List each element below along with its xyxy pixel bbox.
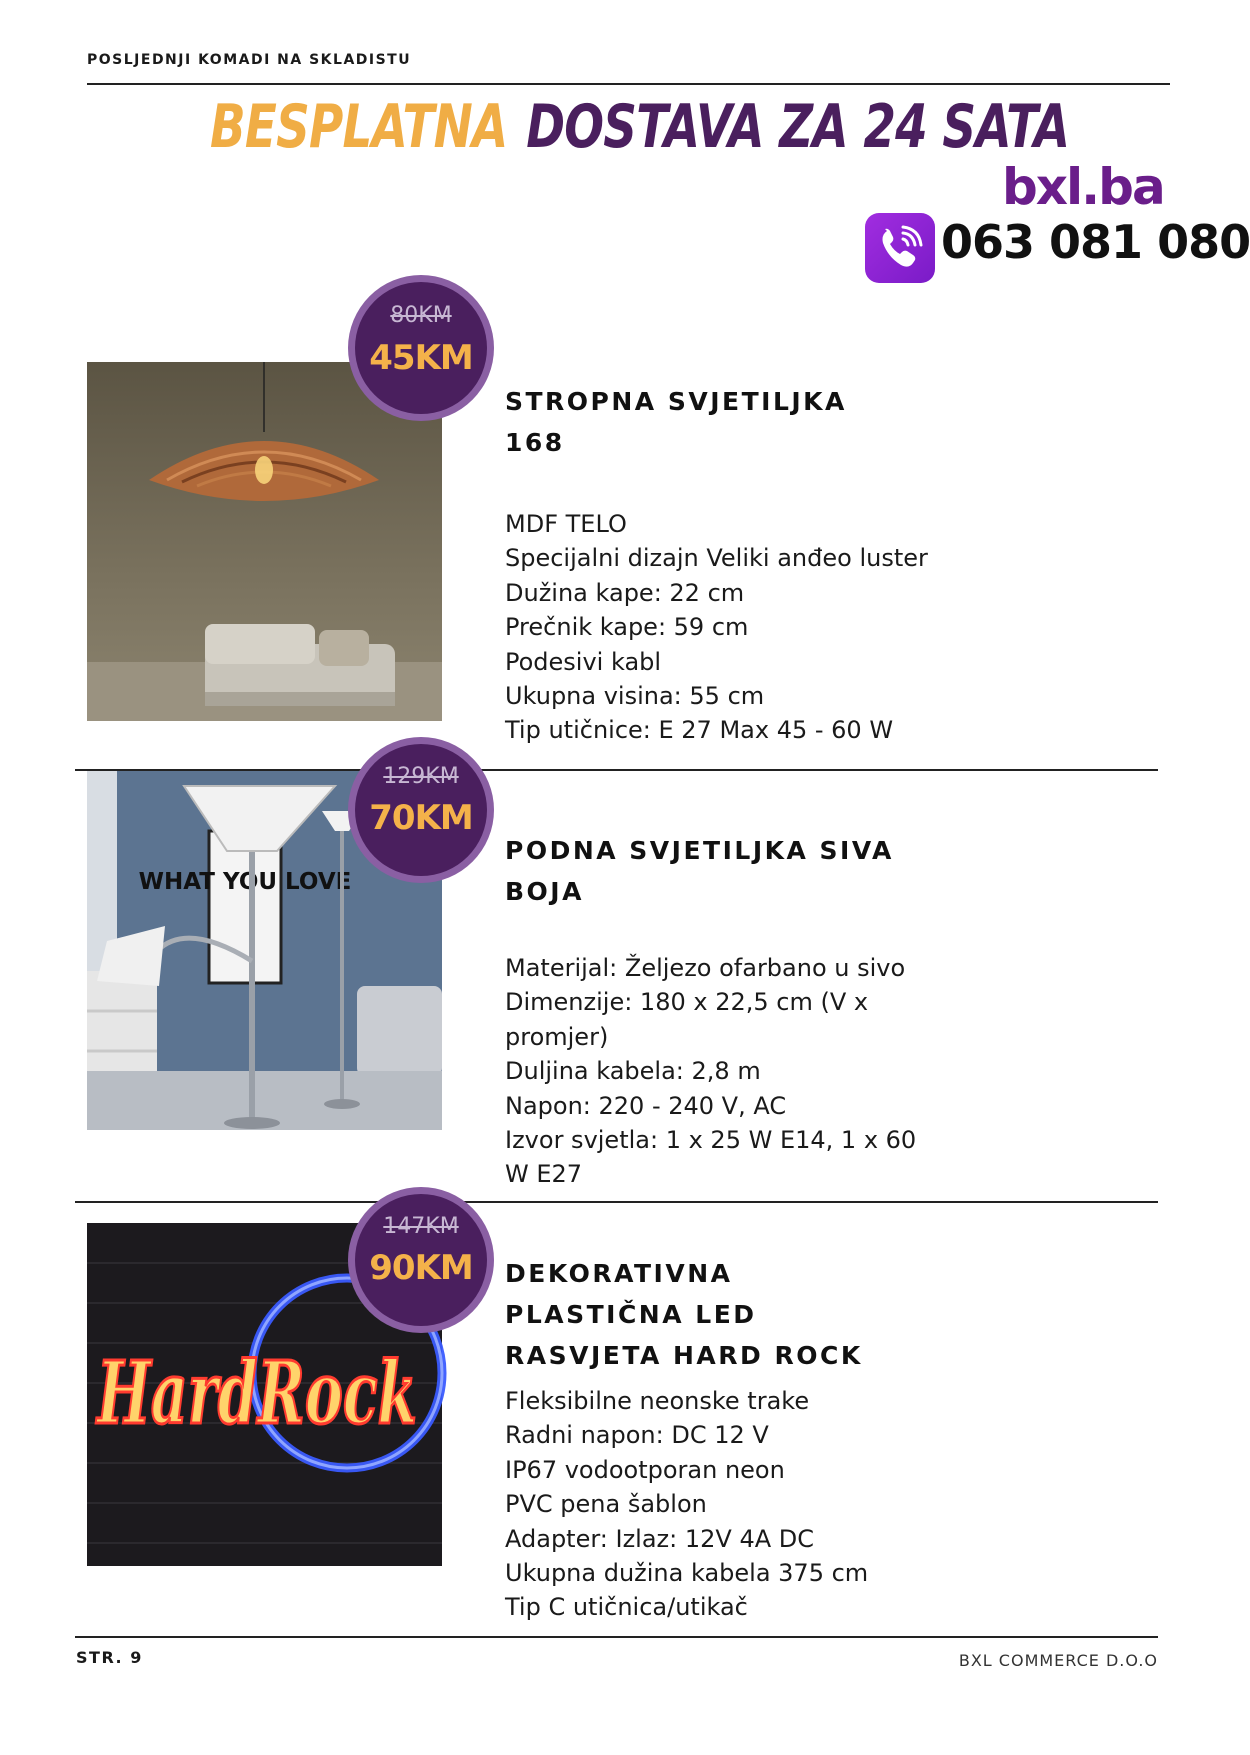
banner-word-free: BESPLATNA <box>210 92 508 162</box>
spec-item: Specijalni dizajn Veliki anđeo luster <box>505 544 928 573</box>
brand-logo: bxl.ba <box>1002 158 1164 216</box>
sale-price: 90KM <box>369 1248 473 1288</box>
neon-sign-text: HardRock <box>95 1343 418 1444</box>
product-title: PODNA SVJETILJKA SIVA BOJA <box>505 836 894 906</box>
footer-rule <box>75 1636 1158 1638</box>
phone-number: 063 081 080 <box>941 215 1250 269</box>
spec-item: MDF TELO <box>505 510 627 538</box>
price-badge <box>355 744 487 876</box>
old-price: 147KM <box>383 1214 459 1239</box>
price-badge <box>355 282 487 414</box>
spec-item: Ukupna visina: 55 cm <box>505 682 765 711</box>
spec-item: Tip C utičnica/utikač <box>505 1593 748 1622</box>
sale-price: 45KM <box>369 338 473 378</box>
spec-item: Fleksibilne neonske trake <box>505 1387 810 1415</box>
product-title: STROPNA SVJETILJKA 168 <box>505 387 847 457</box>
spec-item: Prečnik kape: 59 cm <box>505 613 749 642</box>
spec-item: Radni napon: DC 12 V <box>505 1421 769 1450</box>
page-number: STR. 9 <box>76 1648 143 1667</box>
banner-word-delivery: DOSTAVA ZA 24 SATA <box>526 92 1070 162</box>
spec-item: Adapter: Izlaz: 12V 4A DC <box>505 1524 815 1553</box>
sale-price: 70KM <box>369 798 473 838</box>
poster-text: WHAT YOU LOVE <box>138 869 352 895</box>
header-rule <box>87 83 1170 85</box>
product-specs <box>505 951 925 1192</box>
old-price: 80KM <box>390 303 452 328</box>
spec-item: PVC pena šablon <box>505 1490 707 1519</box>
spec-item: Napon: 220 - 240 V, AC <box>505 1091 787 1120</box>
spec-item: Podesivi kabl <box>505 647 662 676</box>
old-price: 129KM <box>383 764 459 789</box>
spec-item: Izvor svjetla: 1 x 25 W E14, 1 x 60 W E27 <box>505 1126 917 1189</box>
spec-item: Tip utičnice: E 27 Max 45 - 60 W <box>505 716 894 745</box>
free-delivery-banner <box>210 92 1070 172</box>
company-name: BXL COMMERCE D.O.O <box>958 1651 1158 1670</box>
spec-item: IP67 vodootporan neon <box>505 1455 785 1484</box>
product-specs <box>505 1384 935 1625</box>
product-title: DEKORATIVNA PLASTIČNA LED RASVJETA HARD ROCK <box>505 1259 863 1370</box>
product-image-ceiling-lamp <box>87 362 442 721</box>
phone-contact[interactable] <box>865 213 1250 285</box>
spec-item: Materijal: Željezo ofarbano u sivo <box>505 954 906 982</box>
price-badge <box>355 1194 487 1326</box>
section-divider <box>75 1201 1158 1203</box>
spec-item: Dužina kape: 22 cm <box>505 578 745 607</box>
spec-item: Duljina kabela: 2,8 m <box>505 1057 761 1086</box>
spec-item: Dimenzije: 180 x 22,5 cm (V x promjer) <box>505 988 869 1051</box>
viber-phone-icon <box>865 213 935 283</box>
product-specs <box>505 507 935 748</box>
spec-item: Ukupna dužina kabela 375 cm <box>505 1559 869 1588</box>
header-label: POSLJEDNJI KOMADI NA SKLADISTU <box>87 52 412 68</box>
